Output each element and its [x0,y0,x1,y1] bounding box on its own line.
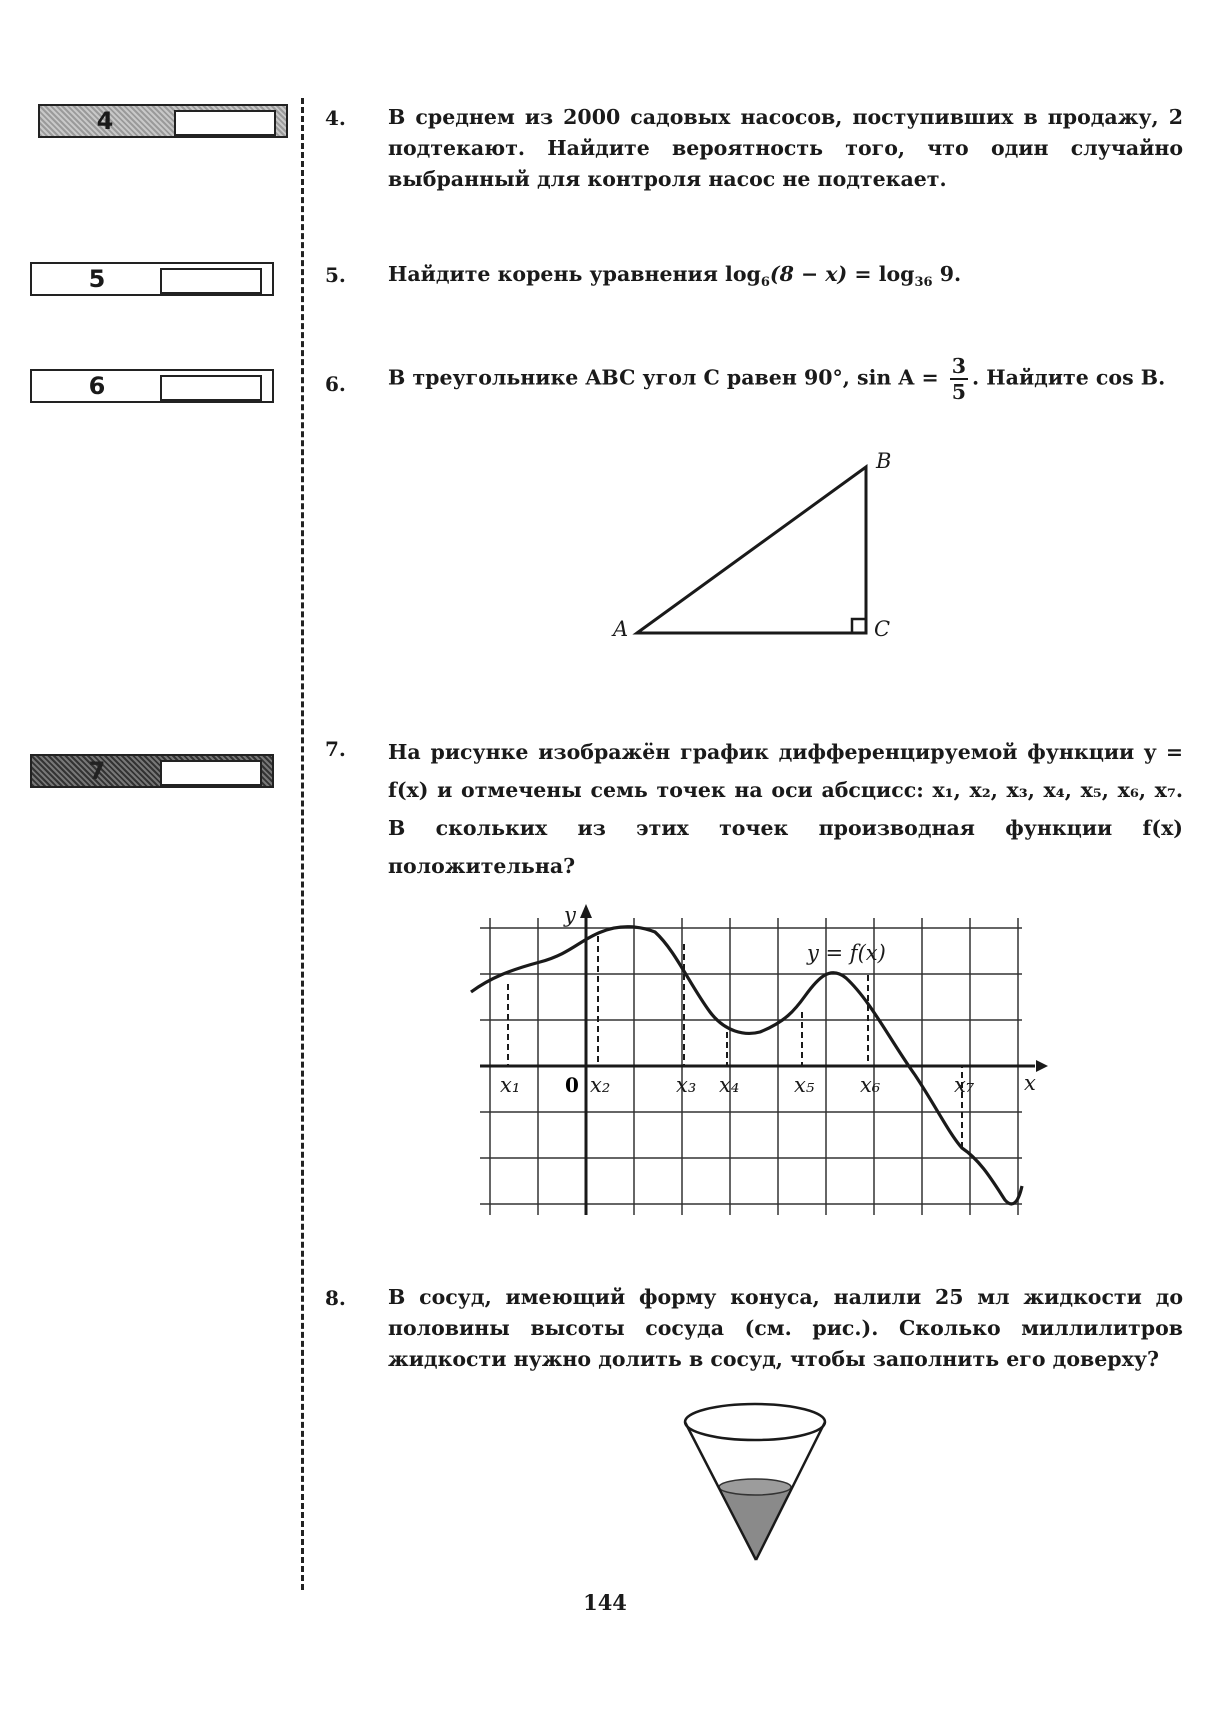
answer-box-7 [30,754,274,788]
task-6-prefix: В треугольнике ABC угол C равен 90°, sin A = [388,365,946,390]
function-curve [471,927,1022,1204]
task-6-suffix: . Найдите cos B. [972,365,1166,390]
eq-arg-2: 9 [932,262,954,286]
origin-label: 0 [565,1073,579,1097]
task-8-text: В сосуд, имеющий форму конуса, налили 25 мл жидкости до половины высоты сосуда (см. рис.). Сколько миллилитров жидкости нужно долить в сосуд, чтобы заполнить его доверху? [388,1285,1183,1371]
fraction-numerator: 3 [951,354,967,378]
eq-arg-1: (8 − x) [769,262,848,286]
eq-end: . [953,262,962,286]
point-label-x2: x₂ [590,1073,611,1097]
x-axis-arrow [1036,1060,1048,1072]
x-axis-label: x [1024,1071,1036,1095]
point-label-x5: x₅ [794,1073,815,1097]
point-label-x6: x₆ [860,1073,881,1097]
vertex-b-label: B [876,449,892,473]
answer-box-number: 6 [88,372,106,400]
vertex-c-label: C [874,617,891,641]
answer-box-number: 5 [88,265,106,293]
eq-base-2: 36 [914,275,933,291]
vertex-a-label: A [613,617,629,641]
cone-liquid [720,1483,791,1560]
point-label-x3: x₃ [676,1073,697,1097]
right-angle-mark [852,619,866,633]
answer-field-5[interactable] [160,268,262,294]
answer-box-number: 4 [96,107,114,135]
answer-box-number: 7 [88,757,106,785]
task-number: 7. [325,737,346,761]
point-label-x4: x₄ [719,1073,740,1097]
task-4-text: В среднем из 2000 садовых насосов, поступивших в продажу, 2 подтекают. Найдите вероятность того, что один случайно выбранный для контроля насос не подтекает. [388,105,1183,191]
answer-box-5 [30,262,274,296]
cone-side-left [685,1422,756,1560]
point-label-x7: x₇ [954,1073,975,1097]
task-number: 5. [325,263,346,287]
eq-log-1: log [725,262,761,286]
cut-line [301,98,304,1590]
answer-field-4[interactable] [174,110,276,136]
triangle [637,467,866,633]
answer-box-4 [38,104,288,138]
task-number: 4. [325,106,346,130]
x-points [500,936,975,1148]
task-5-prefix: Найдите корень уравнения [388,262,726,286]
answer-field-7[interactable] [160,760,262,786]
function-label: y = f(x) [807,941,886,965]
liquid-surface [719,1479,791,1495]
task-5-text [388,259,1183,298]
task-number: 6. [325,372,346,396]
answer-field-6[interactable] [160,375,262,401]
task-number: 8. [325,1286,346,1310]
point-label-x1: x₁ [500,1073,521,1097]
answer-box-6 [30,369,274,403]
eq-equals: = [847,262,879,286]
task-6-text [388,354,1183,404]
page-number: 144 [583,1590,627,1615]
y-axis-arrow [580,904,592,918]
cone-side-right [756,1422,825,1560]
task-7-text: На рисунке изображён график дифференцируемой функции y = f(x) и отмечены семь точек на оси абсцисс: x₁, x₂, x₃, x₄, x₅, x₆, x₇. В скольких из этих точек производная функции f(x) положительна? [388,740,1183,878]
y-axis-label: y [564,903,576,927]
fraction-denominator: 5 [951,380,967,404]
eq-log-2: log [878,262,915,286]
eq-base-1: 6 [760,275,770,291]
cone-rim [685,1404,825,1440]
graph-grid [480,918,1022,1215]
fraction [950,354,968,404]
